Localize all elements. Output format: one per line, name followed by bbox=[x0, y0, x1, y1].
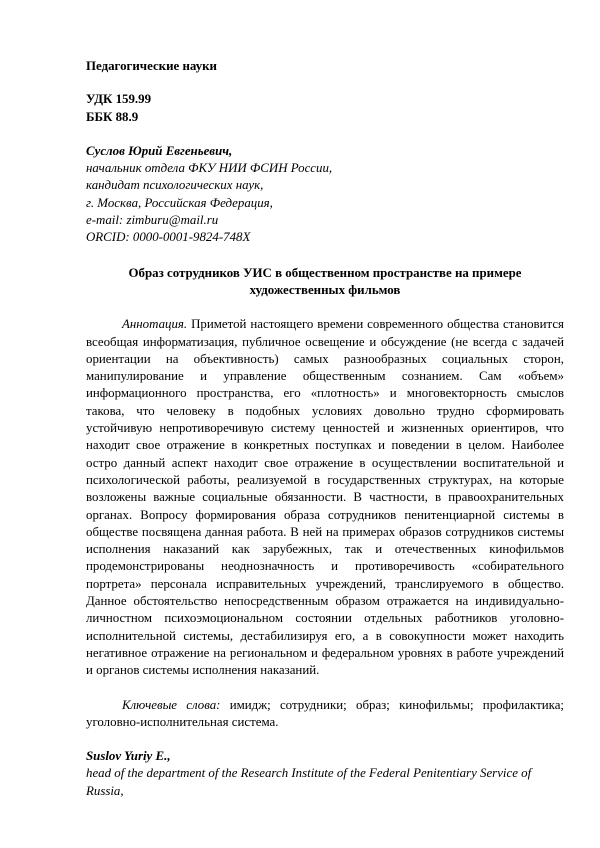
author-name-en: Suslov Yuriy E., bbox=[86, 749, 171, 764]
author-position: начальник отдела ФКУ НИИ ФСИН России, bbox=[86, 161, 333, 176]
author-name: Суслов Юрий Евгеньевич, bbox=[86, 143, 233, 158]
author-info-en bbox=[86, 748, 564, 800]
section-heading: Педагогические науки bbox=[86, 59, 217, 73]
author-email: e-mail: zimburu@mail.ru bbox=[86, 213, 219, 228]
keywords-label: Ключевые слова: bbox=[122, 697, 221, 712]
author-position-en: head of the department of the Research Institute of the Federal Penitentiary Service of Russia, bbox=[86, 766, 532, 798]
author-degree: кандидат психологических наук, bbox=[86, 178, 264, 193]
author-location: г. Москва, Российская Федерация, bbox=[86, 195, 273, 210]
udk-code: УДК 159.99 bbox=[86, 92, 152, 107]
abstract-text: Приметой настоящего времени современного общества становится всеобщая информатизация, публичное освещение и обсуждение (не всегда с задачей ориентации на объективность) самых разнообразных социальных сторон, манипулирование и управление общественным сознанием. Сам «объем» информационного пространства, его «плотность» и многовекторность смыслов такова, что человеку в подобных условиях довольно трудно сформировать устойчивую непротиворечивую систему ценностей и жизненных ориентиров, что находит свое отражение в конкретных поступках и поведении в целом. Наиболее остро данный аспект находит свое отражение в осуществлении воспитательной и психологической работы, реализуемой в государственных структурах, на которые возложены важные социальные обязанности. В частности, в правоохранительных органах. Вопросу формирования образа сотрудников пенитенциарной системы в обществе посвящена данная работа. В ней на примерах образов сотрудников системы исполнения наказаний как зарубежных, так и отечественных кинофильмов продемонстрированы неоднозначность и противоречивость «собирательного портрета» персонала исправительных учреждений, транслируемого в общество. Данное обстоятельство непосредственным образом отражается на индивидуально-личностном психоэмоциональном состоянии отдельных работников уголовно-исполнительной системы, дестабилизируя его, а в совокупности может находить негативное отражение на региональном и федеральном уровнях в работе учреждений и органов системы исполнения наказаний. bbox=[86, 317, 564, 678]
author-orcid: ORCID: 0000-0001-9824-748X bbox=[86, 230, 251, 245]
article-page bbox=[86, 58, 564, 800]
article-title: Образ сотрудников УИС в общественном пространстве на примере художественных фильмов bbox=[128, 265, 522, 297]
classification-codes bbox=[86, 91, 564, 126]
keywords bbox=[86, 697, 564, 732]
bbk-code: ББК 88.9 bbox=[86, 109, 139, 124]
keywords-text: имидж; сотрудники; образ; кинофильмы; профилактика; уголовно-исполнительная система. bbox=[86, 697, 564, 729]
abstract bbox=[86, 316, 564, 679]
author-info bbox=[86, 143, 564, 247]
abstract-label: Аннотация. bbox=[122, 317, 188, 332]
